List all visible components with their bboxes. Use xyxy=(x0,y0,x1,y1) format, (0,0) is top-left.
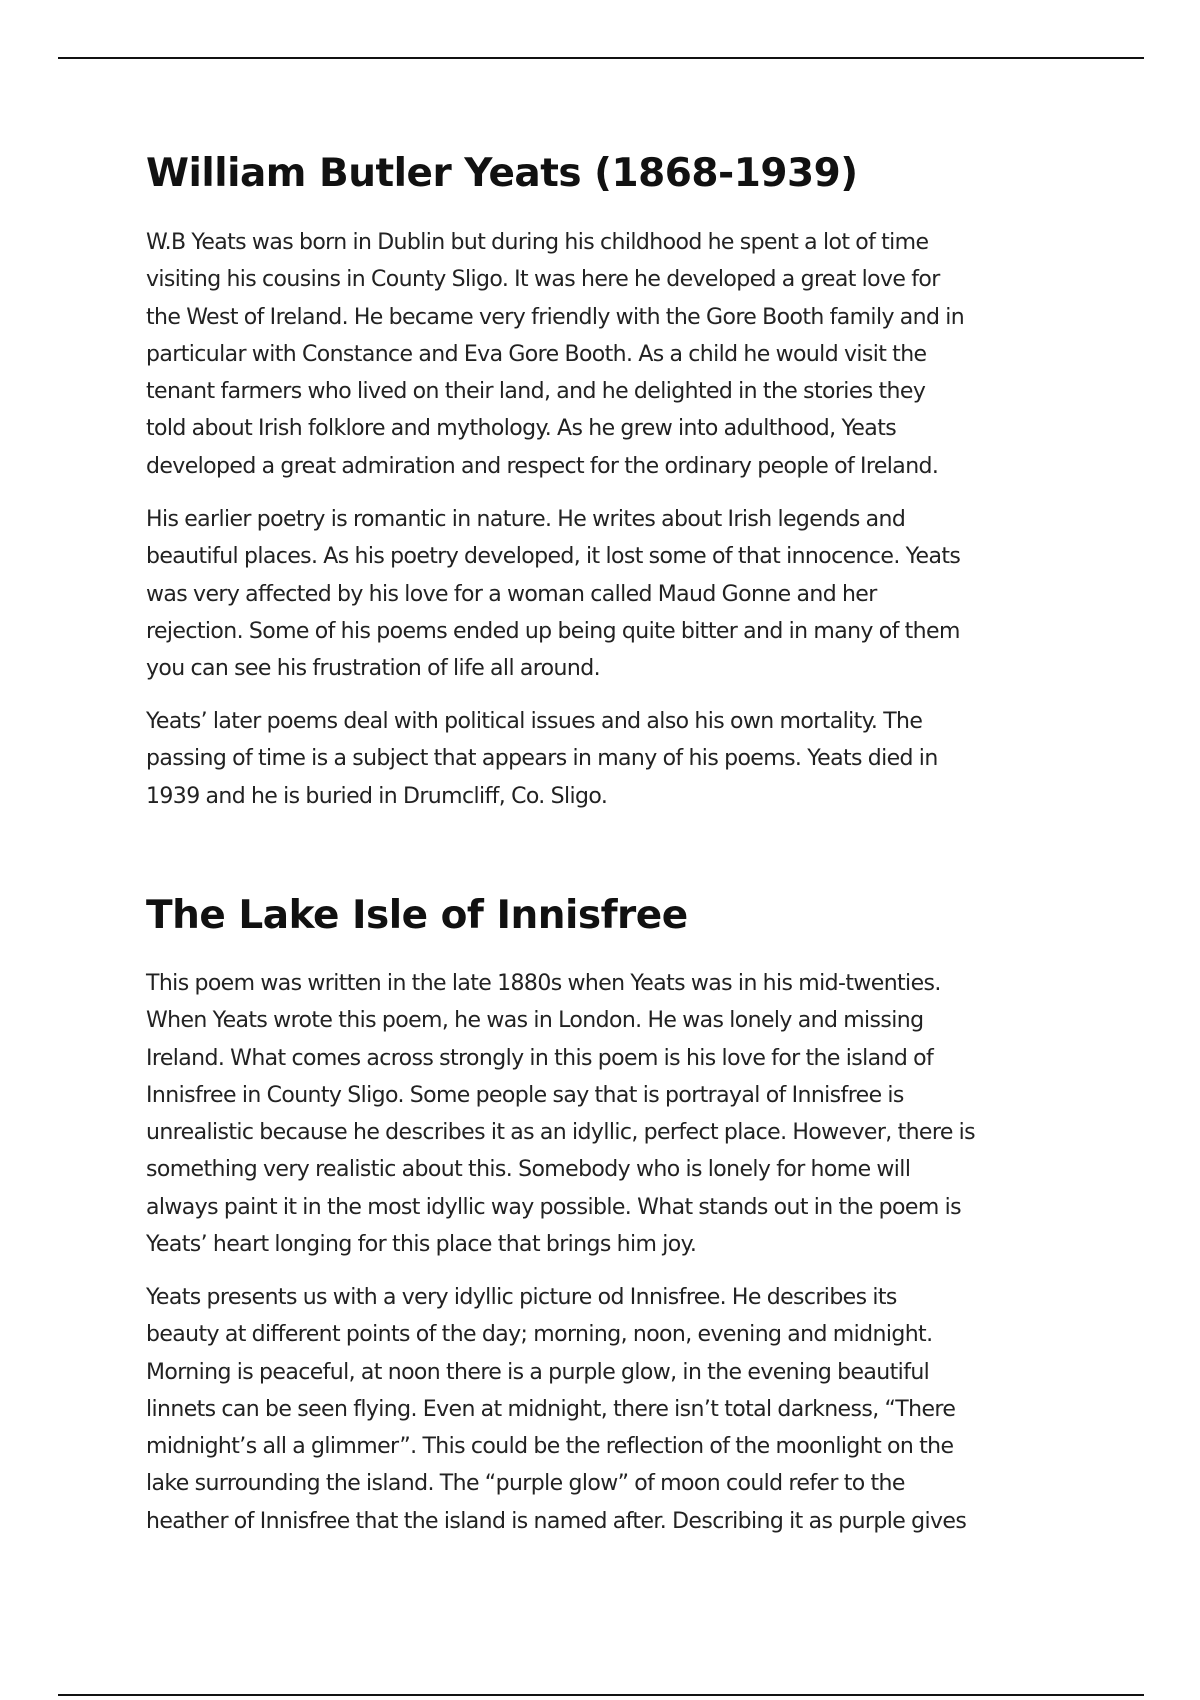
text-line: Yeats’ heart longing for this place that brings him joy. xyxy=(146,1232,697,1258)
section-title-yeats-biography: William Butler Yeats (1868-1939) xyxy=(146,151,858,196)
paragraph-biography-2 xyxy=(146,501,1106,687)
text-line: something very realistic about this. Somebody who is lonely for home will xyxy=(146,1157,911,1183)
text-line: particular with Constance and Eva Gore Booth. As a child he would visit the xyxy=(146,341,927,367)
text-line: linnets can be seen flying. Even at midnight, there isn’t total darkness, “There xyxy=(146,1396,956,1422)
paragraph-biography-1 xyxy=(146,224,1106,485)
text-line: Innisfree in County Sligo. Some people say that is portrayal of Innisfree is xyxy=(146,1082,904,1108)
text-line: developed a great admiration and respect for the ordinary people of Ireland. xyxy=(146,453,939,479)
text-line: passing of time is a subject that appears in many of his poems. Yeats died in xyxy=(146,746,938,772)
text-line: Yeats presents us with a very idyllic picture od Innisfree. He describes its xyxy=(146,1285,897,1310)
text-line: Yeats’ later poems deal with political issues and also his own mortality. The xyxy=(146,709,923,734)
text-line: beautiful places. As his poetry developed, it lost some of that innocence. Yeats xyxy=(146,544,961,570)
text-line: tenant farmers who lived on their land, and he delighted in the stories they xyxy=(146,379,926,405)
text-line: told about Irish folklore and mythology. As he grew into adulthood, Yeats xyxy=(146,416,897,442)
text-line: the West of Ireland. He became very friendly with the Gore Booth family and in xyxy=(146,304,965,330)
text-line: W.B Yeats was born in Dublin but during his childhood he spent a lot of time xyxy=(146,230,929,255)
text-line: you can see his frustration of life all around. xyxy=(146,656,600,682)
text-line: 1939 and he is buried in Drumcliff, Co. Sligo. xyxy=(146,783,608,809)
text-line: beauty at different points of the day; morning, noon, evening and midnight. xyxy=(146,1322,933,1348)
text-line: visiting his cousins in County Sligo. It was here he developed a great love for xyxy=(146,267,940,293)
text-line: unrealistic because he describes it as an idyllic, perfect place. However, there is xyxy=(146,1120,976,1146)
text-line: This poem was written in the late 1880s when Yeats was in his mid-twenties. xyxy=(146,971,941,996)
bottom-rule xyxy=(58,1694,1144,1696)
text-line: rejection. Some of his poems ended up being quite bitter and in many of them xyxy=(146,618,960,644)
paragraph-innisfree-2 xyxy=(146,1279,1106,1540)
top-rule xyxy=(58,57,1144,59)
text-line: always paint it in the most idyllic way possible. What stands out in the poem is xyxy=(146,1194,961,1220)
text-line: His earlier poetry is romantic in nature. He writes about Irish legends and xyxy=(146,507,906,532)
section-title-lake-isle: The Lake Isle of Innisfree xyxy=(146,893,688,938)
text-line: lake surrounding the island. The “purple glow” of moon could refer to the xyxy=(146,1471,905,1497)
paragraph-innisfree-1 xyxy=(146,965,1106,1263)
text-line: Ireland. What comes across strongly in this poem is his love for the island of xyxy=(146,1045,934,1071)
text-line: Morning is peaceful, at noon there is a purple glow, in the evening beautiful xyxy=(146,1359,930,1385)
paragraph-biography-3 xyxy=(146,703,1106,815)
text-line: midnight’s all a glimmer”. This could be the reflection of the moonlight on the xyxy=(146,1434,954,1460)
text-line: heather of Innisfree that the island is named after. Describing it as purple gives xyxy=(146,1508,967,1534)
text-line: When Yeats wrote this poem, he was in London. He was lonely and missing xyxy=(146,1008,924,1034)
text-line: was very affected by his love for a woman called Maud Gonne and her xyxy=(146,581,877,607)
